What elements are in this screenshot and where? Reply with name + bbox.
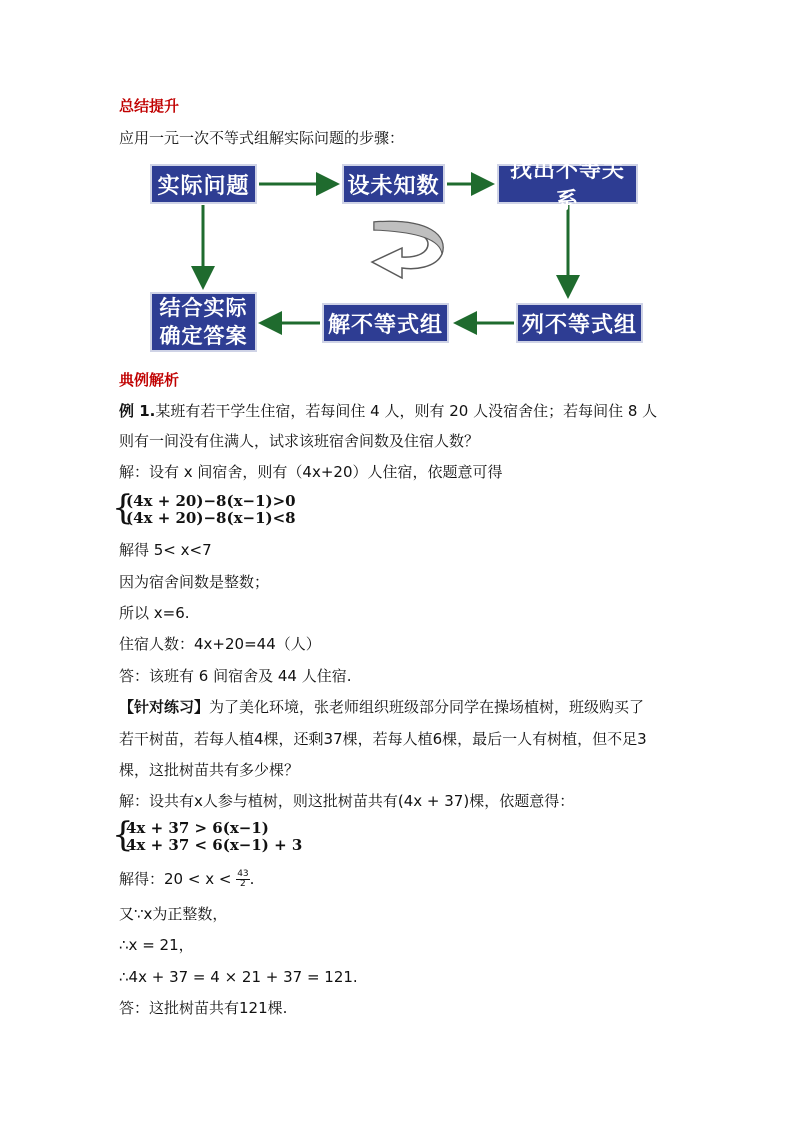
practice-system	[126, 820, 302, 854]
example-system-eq2: (4x + 20)−8(x−1)<8	[126, 509, 296, 527]
flow-box-actual-problem: 实际问题	[150, 164, 257, 204]
practice-label: 【针对练习】	[119, 698, 210, 716]
practice-solution-line4: ∴x = 21，	[119, 936, 194, 954]
example-solution-line3: 因为宿舍间数是整数；	[119, 573, 270, 591]
cycle-arrow-icon	[372, 221, 443, 278]
example-label: 例 1.	[119, 402, 156, 420]
example-solution-line5: 住宿人数：4x+20=44（人）	[119, 635, 321, 653]
example-problem-line2: 则有一间没有住满人，试求该班宿舍间数及住宿人数？	[119, 432, 480, 450]
practice-problem-line1: 【针对练习】为了美化环境，张老师组织班级部分同学在操场植树，班级购买了	[119, 698, 645, 716]
system-brace-2: {	[112, 815, 134, 855]
practice-solution-line1: 解：设共有x人参与植树，则这批树苗共有(4x + 37)棵，依题意得：	[119, 792, 575, 810]
practice-answer: 答：这批树苗共有121棵.	[119, 999, 288, 1017]
flow-box-6-line1: 结合实际	[159, 296, 248, 320]
practice-solution-line5: ∴4x + 37 = 4 × 21 + 37 = 121.	[119, 968, 358, 986]
example-heading: 典例解析	[119, 371, 180, 389]
practice-problem-line2: 若干树苗，若每人植4棵，还剩37棵，若每人植6棵，最后一人有树植，但不足3	[119, 730, 647, 748]
example-problem-line1: 例 1.某班有若干学生住宿，若每间住 4 人，则有 20 人没宿舍住；若每间住 8 人	[119, 402, 658, 420]
flow-box-set-unknown: 设未知数	[342, 164, 445, 204]
practice-solution-line2: 解得：20 < x < $\frac{43}{2}$ .	[119, 869, 255, 889]
example-solution-line2: 解得 5< x<7	[119, 541, 212, 559]
system-brace-1: {	[112, 488, 134, 528]
example-answer: 答：该班有 6 间宿舍及 44 人住宿.	[119, 667, 352, 685]
flow-box-6-line2: 确定答案	[159, 324, 248, 348]
example-system	[126, 493, 296, 527]
practice-problem-line3: 棵，这批树苗共有多少棵？	[119, 761, 300, 779]
fraction: $\frac{43}{2}$	[237, 869, 249, 889]
summary-heading: 总结提升	[119, 97, 180, 115]
example-solution-line4: 所以 x=6.	[119, 604, 190, 622]
practice-system-eq1: 4x + 37 > 6(x−1)	[126, 819, 269, 837]
example-system-eq1: (4x + 20)−8(x−1)>0	[126, 492, 296, 510]
practice-system-eq2: 4x + 37 < 6(x−1) + 3	[126, 836, 303, 854]
flow-box-solve-system: 解不等式组	[322, 303, 449, 343]
summary-intro: 应用一元一次不等式组解实际问题的步骤：	[119, 129, 405, 147]
flow-box-confirm-answer	[150, 292, 257, 352]
example-solution-line1: 解：设有 x 间宿舍，则有（4x+20）人住宿，依题意可得	[119, 463, 503, 481]
flow-box-find-inequality: 找出不等关系	[497, 164, 638, 204]
practice-solution-line3: 又∵x为正整数，	[119, 905, 228, 923]
flow-box-list-system: 列不等式组	[516, 303, 643, 343]
